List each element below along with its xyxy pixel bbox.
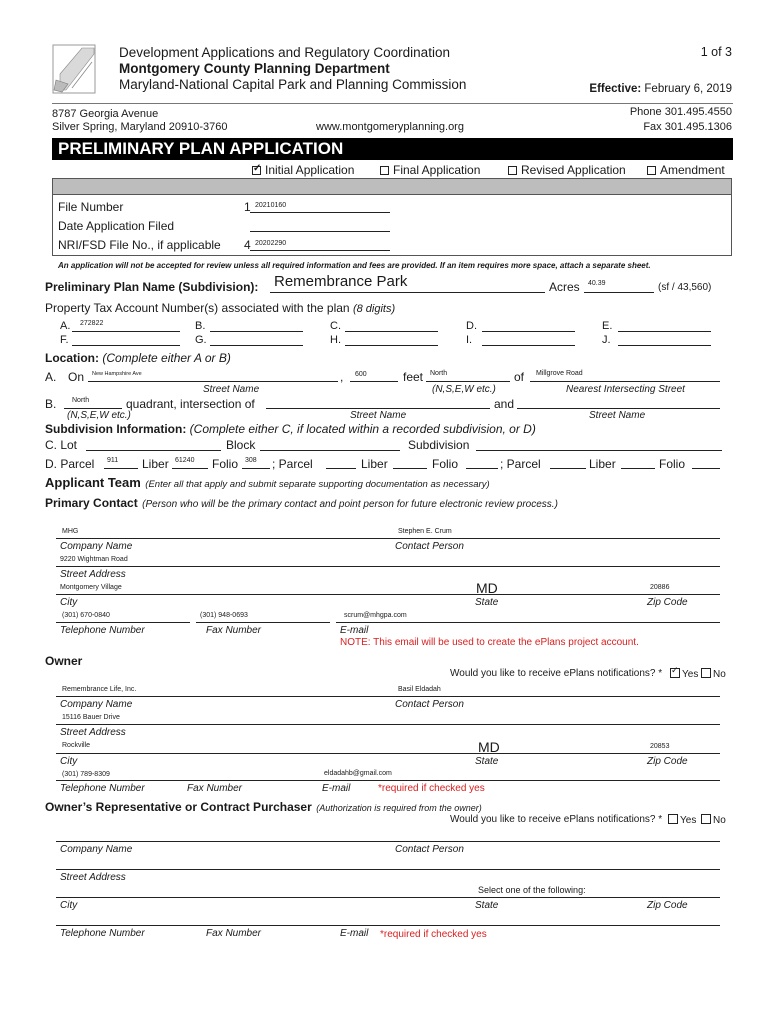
primary-phone-value[interactable]: (301) 670-0840: [62, 612, 110, 619]
owner-yes-option[interactable]: ✓ Yes: [670, 668, 698, 680]
rep-phone-line[interactable]: [56, 925, 720, 926]
owner-state-value[interactable]: MD: [478, 739, 500, 755]
nri-value[interactable]: 20202290: [255, 240, 287, 247]
owner-fax-caption: Fax Number: [187, 783, 243, 794]
quadrant-label: quadrant, intersection of: [126, 397, 255, 411]
subdivision-line[interactable]: [476, 450, 722, 451]
rep-company-caption: Company Name: [60, 844, 133, 855]
phone: Phone 301.495.4550: [629, 106, 732, 118]
liber3-label: Liber: [589, 457, 616, 471]
rep-company-line[interactable]: [56, 841, 720, 842]
parcel-value[interactable]: 911: [107, 457, 119, 464]
location-b-street1-line[interactable]: [266, 408, 490, 409]
app-type-revised[interactable]: Revised Application: [508, 163, 626, 177]
location-on-label: On: [68, 370, 85, 384]
website: www.montgomeryplanning.org: [316, 121, 464, 133]
file-number-label: File Number: [58, 200, 124, 214]
location-street-line: [88, 381, 338, 382]
contact-caption: Contact Person: [395, 541, 464, 552]
address-line-1: 8787 Georgia Avenue: [52, 108, 159, 120]
block-label: Block: [226, 438, 256, 452]
folio-label: Folio: [212, 457, 239, 471]
parcel-line: [104, 468, 138, 469]
notice: An application will not be accepted for review unless all required information and fees are provided. If an item requires more space, attach a separate sheet.: [58, 261, 651, 270]
header-line-1: Development Applications and Regulatory Coordination: [119, 45, 450, 60]
tax-a-label: A.: [60, 320, 71, 332]
owner-company-caption: Company Name: [60, 699, 133, 710]
primary-email-value[interactable]: scrum@mhgpa.com: [344, 612, 407, 619]
effective-value: February 6, 2019: [644, 83, 732, 95]
owner-required-note: *required if checked yes: [378, 783, 485, 794]
checkbox-icon[interactable]: [668, 814, 678, 824]
location-b-street2-line[interactable]: [517, 408, 720, 409]
owner-zip-value[interactable]: 20853: [650, 743, 670, 750]
primary-city-line: [56, 594, 720, 595]
primary-phone-line: [56, 622, 190, 623]
location-of-label: of: [514, 370, 525, 384]
date-filed-line[interactable]: [250, 231, 390, 232]
parcel2-line[interactable]: [326, 468, 356, 469]
owner-company-line: [56, 696, 720, 697]
location-b-dir-caption: (N,S,E,W etc.): [67, 410, 131, 421]
primary-contact-heading: Primary Contact (Person who will be the primary contact and point person for future electronic review process.): [45, 496, 558, 510]
file-number-value[interactable]: 20210160: [255, 202, 287, 209]
owner-email-caption: E-mail: [322, 783, 351, 794]
location-street-caption: Street Name: [203, 384, 260, 395]
tax-d-line[interactable]: [482, 331, 575, 332]
tax-i-label: I.: [466, 334, 473, 346]
checkbox-icon[interactable]: [380, 166, 389, 175]
location-feet-value[interactable]: 600: [355, 371, 367, 378]
rep-street-line[interactable]: [56, 869, 720, 870]
rep-select-label: Select one of the following:: [478, 885, 586, 895]
owner-phone-value[interactable]: (301) 789-8309: [62, 771, 110, 778]
owner-city-caption: City: [60, 756, 78, 767]
email-note: NOTE: This email will be used to create the ePlans project account.: [340, 637, 639, 648]
owner-phone-caption: Telephone Number: [60, 783, 145, 794]
location-feet-line: [350, 381, 398, 382]
owner-no-option[interactable]: No: [701, 668, 726, 680]
liber-label: Liber: [142, 457, 169, 471]
tax-g-label: G.: [195, 334, 207, 346]
liber-line: [172, 468, 208, 469]
rep-eplans-question: Would you like to receive ePlans notifications? *: [450, 814, 663, 825]
location-a-label: A.: [45, 370, 57, 384]
location-heading: Location: (Complete either A or B): [45, 351, 231, 365]
rep-street-caption: Street Address: [60, 872, 126, 883]
owner-eplans-question: Would you like to receive ePlans notifications? *: [450, 668, 663, 679]
file-number-line: [250, 212, 390, 213]
lot-line[interactable]: [86, 450, 221, 451]
header-divider: [52, 103, 733, 104]
owner-company-value[interactable]: Remembrance Life, Inc.: [62, 686, 137, 693]
folio2-label: Folio: [432, 457, 459, 471]
checkbox-icon[interactable]: [701, 814, 711, 824]
owner-street-line: [56, 724, 720, 725]
acres-value[interactable]: 40.39: [588, 280, 606, 287]
sf-label: (sf / 43,560): [658, 282, 712, 293]
location-intersect-caption: Nearest Intersecting Street: [566, 384, 685, 395]
agency-logo: [52, 44, 96, 94]
tax-j-line[interactable]: [618, 345, 711, 346]
tax-c-label: C.: [330, 320, 341, 332]
primary-company-line: [56, 538, 720, 539]
parcel2-label: ; Parcel: [272, 457, 313, 471]
rep-state-caption: State: [475, 900, 499, 911]
block-line[interactable]: [260, 450, 400, 451]
rep-city-caption: City: [60, 900, 78, 911]
fax-caption: Fax Number: [206, 625, 262, 636]
primary-fax-line: [196, 622, 330, 623]
primary-zip-value[interactable]: 20886: [650, 584, 670, 591]
app-type-amendment[interactable]: Amendment: [647, 163, 725, 177]
checkbox-icon[interactable]: [701, 668, 711, 678]
owner-phone-line: [56, 780, 720, 781]
tax-f-line[interactable]: [72, 345, 180, 346]
rep-fax-caption: Fax Number: [206, 928, 262, 939]
page-number: 1 of 3: [700, 45, 732, 59]
location-intersect-line: [530, 381, 720, 382]
file-number-prefix: 1: [244, 200, 251, 214]
date-filed-label: Date Application Filed: [58, 219, 175, 233]
tax-a-line: [72, 331, 180, 332]
app-type-initial[interactable]: ✓Initial Application: [252, 163, 354, 177]
plan-name-label: Preliminary Plan Name (Subdivision):: [45, 280, 259, 294]
folio3-label: Folio: [659, 457, 686, 471]
tax-d-label: D.: [466, 320, 477, 332]
tax-g-line[interactable]: [210, 345, 303, 346]
location-street-value[interactable]: New Hampshire Ave: [92, 371, 142, 377]
location-and-label: and: [494, 397, 515, 411]
primary-street-line: [56, 566, 720, 567]
plan-name-line: [270, 292, 545, 293]
rep-city-line[interactable]: [56, 897, 720, 898]
liber2-label: Liber: [361, 457, 388, 471]
owner-state-caption: State: [475, 756, 499, 767]
comma: ,: [340, 370, 344, 384]
plan-name-value[interactable]: Remembrance Park: [274, 273, 408, 290]
fax: Fax 301.495.1306: [643, 121, 732, 133]
owner-city-line: [56, 753, 720, 754]
primary-email-line: [336, 622, 720, 623]
owner-city-value[interactable]: Rockville: [62, 742, 91, 749]
title-bar: [52, 138, 733, 160]
location-b-street1-caption: Street Name: [350, 410, 407, 421]
rep-email-caption: E-mail: [340, 928, 369, 939]
acres-line: [584, 292, 654, 293]
subdivision-heading: Subdivision Information: (Complete either C, if located within a recorded subdivision, or D): [45, 422, 536, 436]
checkbox-checked-icon[interactable]: [252, 166, 261, 175]
owner-heading: Owner: [45, 654, 83, 668]
page-title: PRELIMINARY PLAN APPLICATION: [58, 139, 344, 158]
liber-value[interactable]: 61240: [175, 457, 195, 464]
rep-no-option[interactable]: No: [701, 814, 726, 826]
street-caption: Street Address: [60, 569, 126, 580]
zip-caption: Zip Code: [647, 597, 688, 608]
applicant-team-heading: Applicant Team (Enter all that apply and submit separate supporting documentation as necessary): [45, 475, 490, 490]
checkbox-checked-icon[interactable]: [670, 668, 680, 678]
phone-caption: Telephone Number: [60, 625, 145, 636]
app-type-final[interactable]: Final Application: [380, 163, 480, 177]
tax-account-label: Property Tax Account Number(s) associated with the plan (8 digits): [45, 301, 396, 315]
tax-h-label: H.: [330, 334, 341, 346]
owner-zip-caption: Zip Code: [647, 756, 688, 767]
effective-label: Effective:: [589, 83, 642, 95]
owner-street-value[interactable]: 15116 Bauer Drive: [62, 714, 120, 721]
tax-e-label: E.: [602, 320, 613, 332]
header-line-3: Maryland-National Capital Park and Planning Commission: [119, 77, 467, 92]
tax-e-line[interactable]: [618, 331, 711, 332]
email-caption: E-mail: [340, 625, 369, 636]
folio2-line[interactable]: [466, 468, 498, 469]
folio-value[interactable]: 308: [245, 457, 257, 464]
primary-company-value[interactable]: MHG: [62, 528, 79, 535]
location-b-dir-line: [64, 408, 122, 409]
primary-fax-value[interactable]: (301) 948-0693: [200, 612, 248, 619]
acres-label: Acres: [549, 280, 580, 294]
owner-contact-value[interactable]: Basil Eldadah: [398, 686, 441, 693]
rep-required-note: *required if checked yes: [380, 929, 487, 940]
tax-b-line[interactable]: [210, 331, 303, 332]
owner-street-caption: Street Address: [60, 727, 126, 738]
subdivision-label: Subdivision: [408, 438, 470, 452]
parcel-label: D. Parcel: [45, 457, 95, 471]
tax-b-label: B.: [195, 320, 206, 332]
location-intersect-value[interactable]: Millgrove Road: [536, 370, 583, 377]
checkbox-icon[interactable]: [508, 166, 517, 175]
company-caption: Company Name: [60, 541, 133, 552]
city-caption: City: [60, 597, 78, 608]
nri-label: NRI/FSD File No., if applicable: [58, 238, 221, 252]
location-b-street2-caption: Street Name: [589, 410, 646, 421]
location-b-dir-value[interactable]: North: [72, 397, 90, 404]
owner-contact-caption: Contact Person: [395, 699, 464, 710]
location-dir-line: [426, 381, 510, 382]
rep-zip-caption: Zip Code: [647, 900, 688, 911]
staff-use-header: [53, 179, 731, 195]
primary-street-value[interactable]: 9220 Wightman Road: [60, 556, 128, 563]
tax-i-line[interactable]: [482, 345, 575, 346]
primary-state-value[interactable]: MD: [476, 580, 498, 596]
tax-a-value[interactable]: 272822: [80, 320, 104, 327]
rep-contact-caption: Contact Person: [395, 844, 464, 855]
tax-f-label: F.: [60, 334, 69, 346]
tax-j-label: J.: [602, 334, 611, 346]
parcel3-label: ; Parcel: [500, 457, 541, 471]
liber2-line[interactable]: [393, 468, 427, 469]
lot-label: C. Lot: [45, 438, 78, 452]
owners-rep-heading: Owner’s Representative or Contract Purchaser (Authorization is required from the owner): [45, 800, 482, 814]
tax-h-line[interactable]: [345, 345, 438, 346]
nri-prefix: 4: [244, 238, 251, 252]
checkbox-icon[interactable]: [647, 166, 656, 175]
tax-c-line[interactable]: [345, 331, 438, 332]
primary-contact-value[interactable]: Stephen E. Crum: [398, 528, 452, 535]
location-dir-value[interactable]: North: [430, 370, 448, 377]
header-line-2: Montgomery County Planning Department: [119, 61, 390, 76]
rep-phone-caption: Telephone Number: [60, 928, 145, 939]
rep-yes-option[interactable]: Yes: [668, 814, 696, 826]
state-caption: State: [475, 597, 499, 608]
folio-line: [242, 468, 270, 469]
effective-date: [589, 83, 732, 95]
primary-city-value[interactable]: Montgomery Village: [60, 584, 122, 591]
owner-email-value[interactable]: eldadahb@gmail.com: [324, 770, 392, 777]
nri-line: [250, 250, 390, 251]
address-line-2: Silver Spring, Maryland 20910-3760: [52, 121, 228, 133]
parcel3-line[interactable]: [550, 468, 586, 469]
location-b-label: B.: [45, 397, 57, 411]
location-feet-label: feet: [403, 370, 424, 384]
liber3-line[interactable]: [621, 468, 655, 469]
folio3-line[interactable]: [692, 468, 720, 469]
location-dir-caption: (N,S,E,W etc.): [432, 384, 496, 395]
